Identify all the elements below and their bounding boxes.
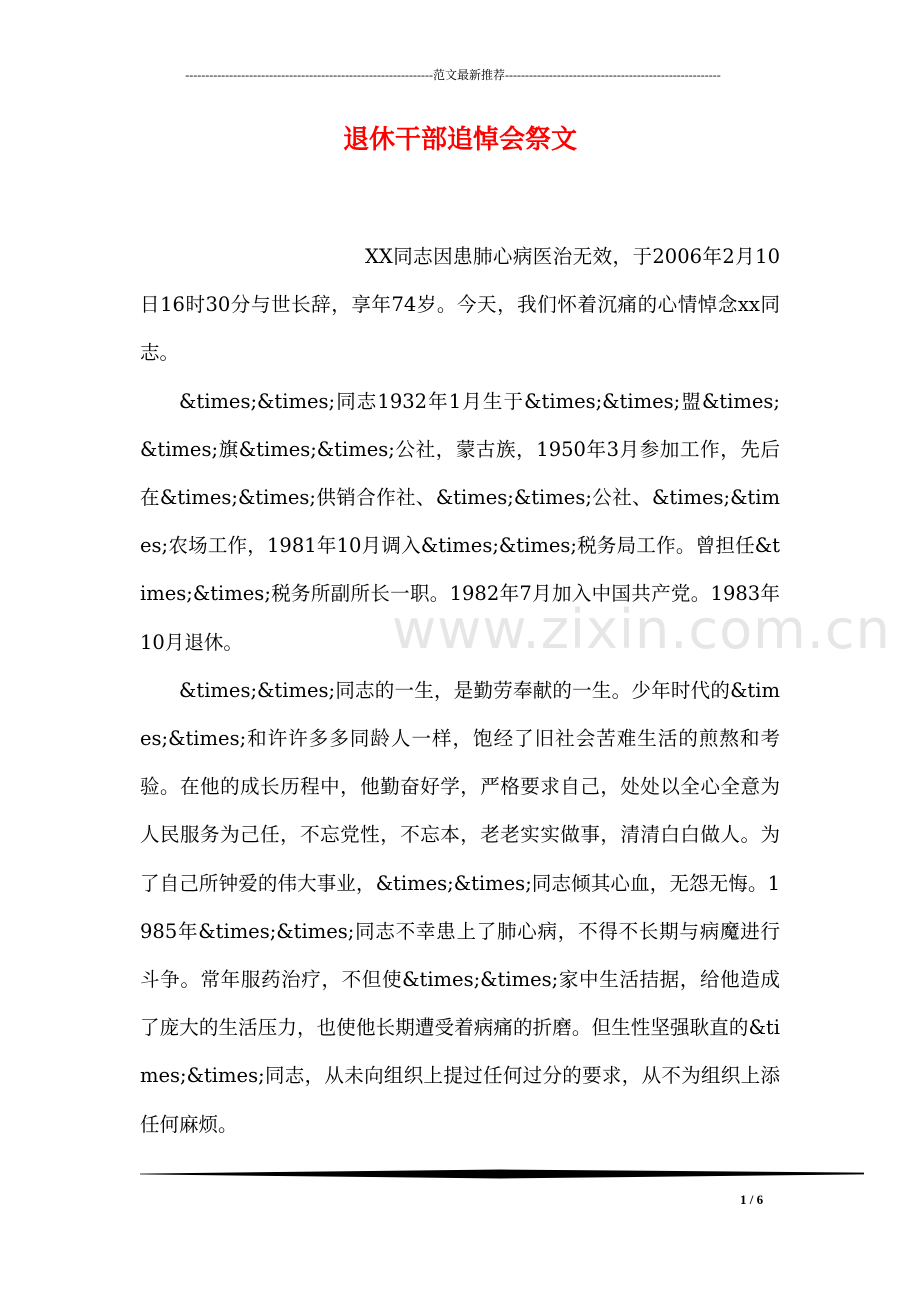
footer-rule	[140, 1169, 864, 1179]
watermark: www.zixin.com.cn	[392, 598, 891, 661]
paragraph-3: &times;&times;同志的一生，是勤劳奉献的一生。少年时代的&times;&times;和许许多多同龄人一样，饱经了旧社会苦难生活的煎熬和考验。在他的成长历程中，他勤奋好学，严格要求自己，处处以全心全意为人民服务为己任，不忘党性，不忘本，老老实实做事，清清白白做人。为了自己所钟爱的伟大事业，&times;&times;同志倾其心血，无怨无悔。1985年&times;&times;同志不幸患上了肺心病，不得不长期与病魔进行斗争。常年服药治疗，不但使&times;&times;家中生活拮据，给他造成了庞大的生活压力，也使他长期遭受着病痛的折磨。但生性坚强耿直的&times;&times;同志，从未向组织上提过任何过分的要求，从不为组织上添任何麻烦。	[140, 678, 780, 1136]
paragraph-1: XX同志因患肺心病医治无效，于2006年2月10日16时30分与世长辞，享年74岁。今天，我们怀着沉痛的心情悼念xx同志。	[140, 245, 780, 365]
document-title: 退休干部追悼会祭文	[342, 125, 577, 155]
header-banner: --------------------------------------------------------------范文最新推荐------------------------------------------------------	[185, 68, 721, 82]
paragraph-2: &times;&times;同志1932年1月生于&times;&times;盟&times;&times;旗&times;&times;公社，蒙古族，1950年3月参加工作，先后在&times;&times;供销合作社、&times;&times;公社、&times;&times;农场工作，1981年10月调入&times;&times;税务局工作。曾担任&times;&times;税务所副所长一职。1982年7月加入中国共产党。1983年10月退休。	[140, 389, 780, 654]
page-number: 1 / 6	[740, 1192, 764, 1207]
document-body	[140, 233, 780, 1149]
